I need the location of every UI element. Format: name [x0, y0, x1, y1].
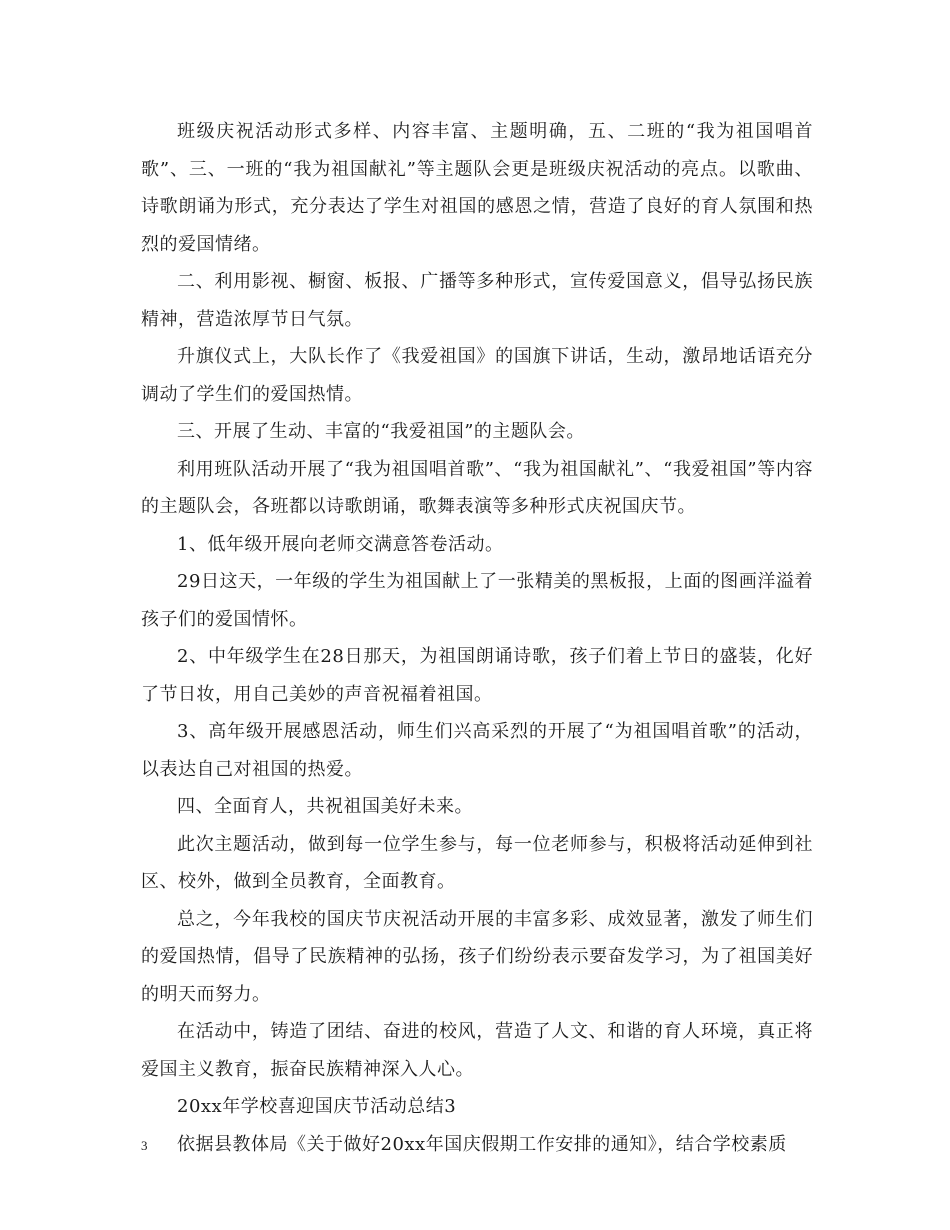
paragraph-10: 四、全面育人，共祝祖国美好未来。: [177, 796, 473, 817]
paragraph-15: 依据县教体局《关于做好20xx年国庆假期工作安排的通知》，结合学校素质: [177, 1133, 787, 1155]
paragraph-8: 2、中年级学生在28日那天，为祖国朗诵诗歌，孩子们着上节日的盛装，化好了节日妆，用自己美妙的声音祝福着祖国。: [141, 646, 813, 705]
paragraph-2: 二、利用影视、橱窗、板报、广播等多种形式，宣传爱国意义，倡导弘扬民族精神，营造浓厚节日气氛。: [141, 271, 813, 330]
paragraph-6: 1、低年级开展向老师交满意答卷活动。: [177, 533, 504, 555]
paragraph-5: 利用班队活动开展了“我为祖国唱首歌”、“我为祖国献礼”、“我爱祖国”等内容的主题队会，各班都以诗歌朗诵，歌舞表演等多种形式庆祝国庆节。: [141, 458, 813, 517]
paragraph-3: 升旗仪式上，大队长作了《我爱祖国》的国旗下讲话，生动，激昂地话语充分调动了学生们的爱国热情。: [141, 346, 813, 405]
section-heading: 20xx年学校喜迎国庆节活动总结3: [177, 1096, 457, 1117]
page-number: 3: [141, 1138, 148, 1153]
paragraph-13: 在活动中，铸造了团结、奋进的校风，营造了人文、和谐的育人环境，真正将爱国主义教育，振奋民族精神深入人心。: [141, 1021, 813, 1080]
document-body: [141, 113, 813, 1163]
paragraph-12: 总之，今年我校的国庆节庆祝活动开展的丰富多彩、成效显著，激发了师生们的爱国热情，倡导了民族精神的弘扬，孩子们纷纷表示要奋发学习，为了祖国美好的明天而努力。: [141, 908, 813, 1005]
paragraph-11: 此次主题活动，做到每一位学生参与，每一位老师参与，积极将活动延伸到社区、校外，做到全员教育，全面教育。: [141, 833, 813, 892]
paragraph-1: 班级庆祝活动形式多样、内容丰富、主题明确，五、二班的“我为祖国唱首歌”、三、一班的“我为祖国献礼”等主题队会更是班级庆祝活动的亮点。以歌曲、诗歌朗诵为形式，充分表达了学生对祖国的感恩之情，营造了良好的育人氛围和热烈的爱国情绪。: [141, 121, 813, 255]
paragraph-4: 三、开展了生动、丰富的“我爱祖国”的主题队会。: [177, 421, 585, 442]
paragraph-9: 3、高年级开展感恩活动，师生们兴高采烈的开展了“为祖国唱首歌”的活动，以表达自己对祖国的热爱。: [141, 721, 813, 780]
paragraph-7: 29日这天，一年级的学生为祖国献上了一张精美的黑板报，上面的图画洋溢着孩子们的爱国情怀。: [141, 571, 813, 630]
